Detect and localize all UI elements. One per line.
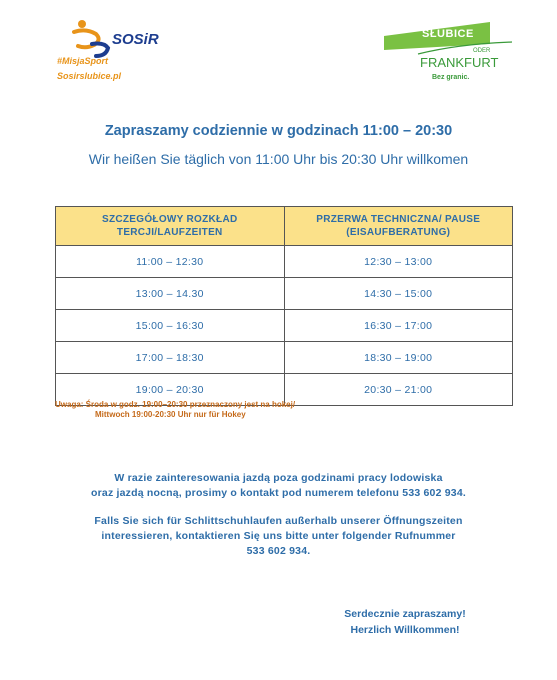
pause-cell: 12:30 – 13:00 xyxy=(284,246,513,278)
sosir-brand-text: SOSiR xyxy=(112,31,159,48)
runtime-cell: 13:00 – 14.30 xyxy=(56,278,285,310)
website-text: Sosirslubice.pl xyxy=(57,71,122,81)
runtime-cell: 17:00 – 18:30 xyxy=(56,342,285,374)
pause-cell: 14:30 – 15:00 xyxy=(284,278,513,310)
hashtag-text: #MisjaSport xyxy=(57,56,109,66)
runtime-cell: 11:00 – 12:30 xyxy=(56,246,285,278)
slubice-name: SŁUBICE xyxy=(422,28,474,40)
pause-cell: 20:30 – 21:00 xyxy=(284,374,513,406)
note-line-german: Mittwoch 19:00-20:30 Uhr nur für Hokey xyxy=(95,410,246,419)
closing-greeting xyxy=(310,606,500,638)
pause-cell: 16:30 – 17:00 xyxy=(284,310,513,342)
info-polish: W razie zainteresowania jazdą poza godzinami pracy lodowiska oraz jazdą nocną, prosimy o kontakt pod numerem telefonu 533 602 934. xyxy=(91,472,466,499)
hockey-note xyxy=(55,400,295,420)
table-row xyxy=(56,246,513,278)
runtime-cell: 19:00 – 20:30 xyxy=(56,374,285,406)
pause-cell: 18:30 – 19:00 xyxy=(284,342,513,374)
header-runtimes: SZCZEGÓŁOWY ROZKŁAD TERCJI/LAUFZEITEN xyxy=(56,207,285,246)
title-german: Wir heißen Sie täglich von 11:00 Uhr bis 20:30 Uhr willkomen xyxy=(88,151,469,167)
slubice-oder: ODER xyxy=(473,48,491,54)
slubice-tagline: Bez granic. xyxy=(432,74,470,81)
info-german: Falls Sie sich für Schlittschuhlaufen außerhalb unserer Öffnungszeiten interessieren, kontaktieren Się uns bitte unter folgender Rufnummer 533 602 934. xyxy=(94,515,463,557)
closing-polish: Serdecznie zapraszamy! xyxy=(344,608,466,620)
title-polish: Zapraszamy codziennie w godzinach 11:00 – 20:30 xyxy=(104,123,453,139)
table-row xyxy=(56,342,513,374)
slubice-frankfurt: FRANKFURT xyxy=(420,55,499,70)
table-row xyxy=(56,278,513,310)
header-pause: PRZERWA TECHNICZNA/ PAUSE (EISAUFBERATUNG) xyxy=(284,207,513,246)
table-header-row xyxy=(56,207,513,246)
table-row xyxy=(56,310,513,342)
schedule-table xyxy=(55,206,513,406)
closing-german: Herzlich Willkommen! xyxy=(350,624,460,636)
runtime-cell: 15:00 – 16:30 xyxy=(56,310,285,342)
note-line-polish: Uwaga: Środa w godz. 19:00–20:30 przeznaczony jest na hokej/ xyxy=(55,400,296,409)
